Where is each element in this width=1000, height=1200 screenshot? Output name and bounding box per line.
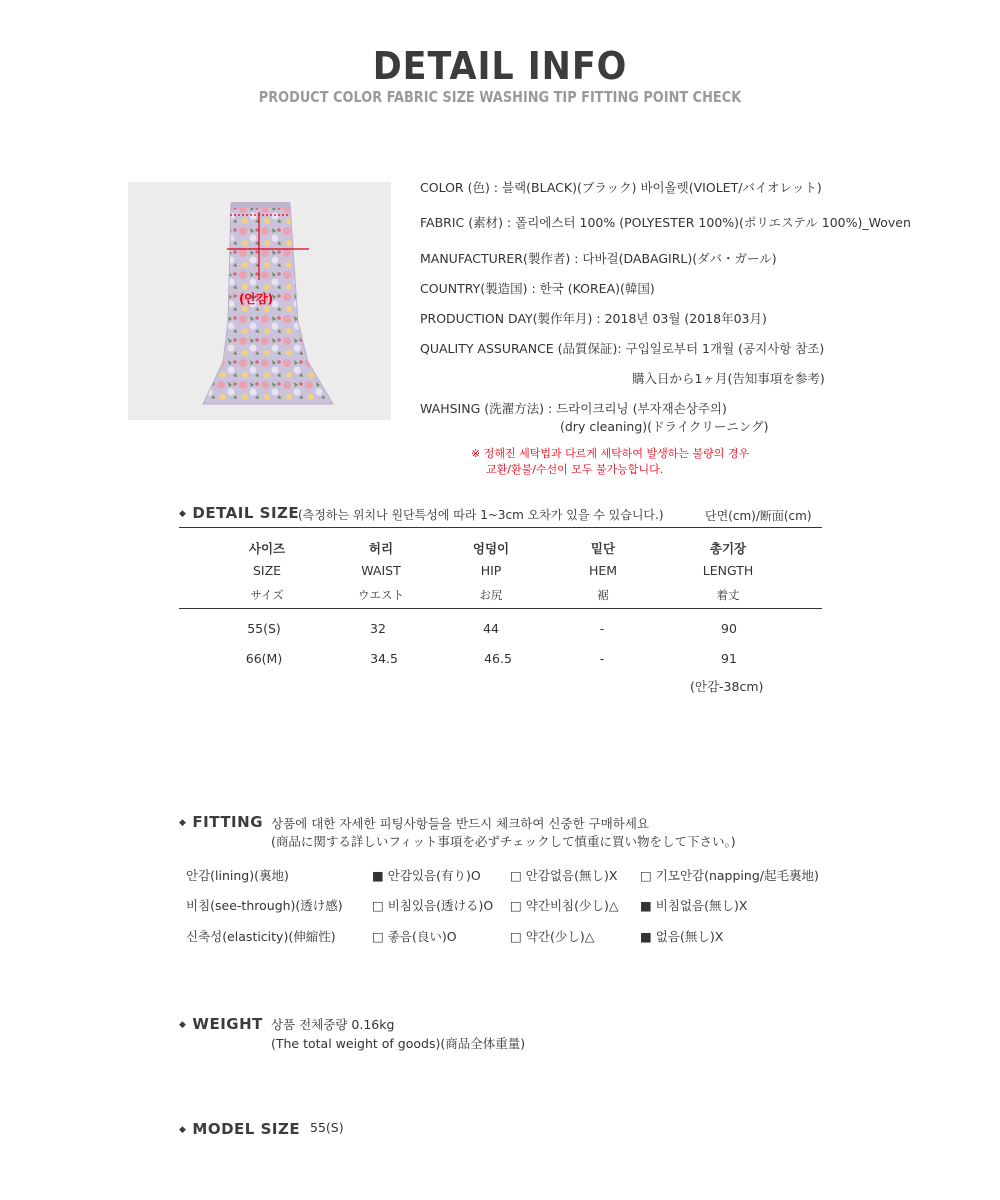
col-hem-ko: 밑단	[590, 541, 616, 556]
col-waist-jp: ウエスト	[358, 588, 404, 602]
cell-hem: -	[599, 651, 605, 666]
washing-notice-line-1: ※ 정해진 세탁법과 다르게 세탁하여 발생하는 불량의 경우	[471, 447, 750, 460]
lining-length-note: (안감-38cm)	[690, 679, 764, 694]
model-size-heading: ◆ MODEL SIZE	[179, 1120, 301, 1138]
page-title: DETAIL INFO	[372, 44, 628, 88]
detail-size-note: (측정하는 위치나 원단특성에 따라 1~3cm 오차가 있을 수 있습니다.)	[298, 508, 664, 522]
checkbox-empty-icon: □	[372, 898, 388, 913]
model-size-value: 55(S)	[310, 1120, 344, 1135]
fitting-option: □ 안감없음(無し)X	[510, 868, 618, 883]
cell-waist: 34.5	[370, 651, 398, 666]
diamond-bullet-icon: ◆	[179, 1020, 187, 1030]
col-hip-ko: 엉덩이	[472, 541, 510, 556]
info-country: COUNTRY(製造国) : 한국 (KOREA)(韓国)	[420, 281, 655, 296]
info-color: COLOR (色) : 블랙(BLACK)(ブラック) 바이올렛(VIOLET/バイオレット)	[420, 180, 822, 195]
checkbox-empty-icon: □	[510, 868, 526, 883]
fitting-label: 안감(lining)(裏地)	[186, 868, 289, 883]
fitting-option: □ 기모안감(napping/起毛裏地)	[640, 868, 819, 883]
cell-size: 66(M)	[245, 651, 283, 666]
checkbox-checked-icon: ■	[372, 868, 388, 883]
col-length-ko: 총기장	[709, 541, 747, 556]
fitting-option: ■ 비침없음(無し)X	[640, 898, 748, 913]
fitting-option: □ 좋음(良い)O	[372, 929, 457, 944]
col-waist-ko: 허리	[368, 541, 394, 556]
diamond-bullet-icon: ◆	[179, 509, 187, 519]
lining-label: (안감)	[239, 292, 274, 306]
cell-length: 91	[721, 651, 737, 666]
detail-size-unit: 단면(cm)/断面(cm)	[705, 509, 812, 523]
info-production-day: PRODUCTION DAY(製作年月) : 2018년 03월 (2018年03月)	[420, 311, 767, 326]
fitting-option: □ 비침있음(透ける)O	[372, 898, 494, 913]
info-fabric: FABRIC (素材) : 폴리에스터 100% (POLYESTER 100%)(ポリエステル 100%)_Woven	[420, 215, 911, 230]
info-quality-assurance-jp: 購入日から1ヶ月(告知事項を参考)	[632, 371, 825, 386]
checkbox-checked-icon: ■	[640, 898, 656, 913]
fitting-label: 신축성(elasticity)(伸縮性)	[186, 929, 336, 944]
checkbox-empty-icon: □	[510, 929, 526, 944]
col-hip-en: HIP	[480, 563, 502, 578]
washing-notice-line-2: 교환/환불/수선이 모두 불가능합니다.	[486, 463, 664, 476]
col-size-jp: サイズ	[250, 588, 284, 602]
fitting-option: □ 약간비침(少し)△	[510, 898, 619, 913]
fitting-note-jp: (商品に関する詳しいフィット事項を必ずチェックして慎重に買い物をして下さい。)	[271, 834, 736, 849]
fitting-option: ■ 없음(無し)X	[640, 929, 724, 944]
cell-hip: 46.5	[484, 651, 512, 666]
checkbox-empty-icon: □	[510, 898, 526, 913]
fitting-option: □ 약간(少し)△	[510, 929, 595, 944]
checkbox-checked-icon: ■	[640, 929, 656, 944]
col-waist-en: WAIST	[361, 563, 401, 578]
col-length-jp: 着丈	[716, 588, 740, 602]
col-hem-jp: 裾	[597, 588, 609, 602]
cell-waist: 32	[370, 621, 386, 636]
cell-hip: 44	[483, 621, 499, 636]
cell-hem: -	[599, 621, 605, 636]
col-size-en: SIZE	[252, 563, 282, 578]
cell-size: 55(S)	[247, 621, 281, 636]
weight-heading: ◆ WEIGHT	[179, 1015, 263, 1033]
table-header-rule	[179, 608, 822, 609]
info-quality-assurance: QUALITY ASSURANCE (品質保証): 구입일로부터 1개월 (공지사항 참조)	[420, 341, 825, 356]
fitting-label: 비침(see-through)(透け感)	[186, 898, 343, 913]
cell-length: 90	[721, 621, 737, 636]
col-hip-jp: お尻	[479, 588, 503, 602]
weight-description: (The total weight of goods)(商品全体重量)	[271, 1036, 526, 1051]
diamond-bullet-icon: ◆	[179, 818, 187, 828]
weight-value: 상품 전체중량 0.16kg	[271, 1017, 395, 1032]
info-washing: WAHSING (洗濯方法) : 드라이크리닝 (부자재손상주의)	[420, 401, 727, 416]
diamond-bullet-icon: ◆	[179, 1125, 187, 1135]
col-size-ko: 사이즈	[248, 541, 286, 556]
info-washing-detail: (dry cleaning)(ドライクリーニング)	[560, 419, 769, 434]
checkbox-empty-icon: □	[372, 929, 388, 944]
page-subtitle: PRODUCT COLOR FABRIC SIZE WASHING TIP FITTING POINT CHECK	[258, 88, 742, 106]
col-length-en: LENGTH	[702, 563, 754, 578]
fitting-option: ■ 안감있음(有り)O	[372, 868, 481, 883]
col-hem-en: HEM	[588, 563, 618, 578]
table-top-rule	[179, 527, 822, 528]
info-manufacturer: MANUFACTURER(製作者) : 다바걸(DABAGIRL)(ダバ・ガール)	[420, 251, 777, 266]
checkbox-empty-icon: □	[640, 868, 656, 883]
fitting-heading: ◆ FITTING	[179, 813, 264, 831]
detail-size-heading: ◆ DETAIL SIZE	[179, 504, 300, 522]
product-photo	[128, 182, 391, 420]
fitting-note-ko: 상품에 대한 자세한 피팅사항들을 반드시 체크하여 신중한 구매하세요	[271, 816, 649, 831]
